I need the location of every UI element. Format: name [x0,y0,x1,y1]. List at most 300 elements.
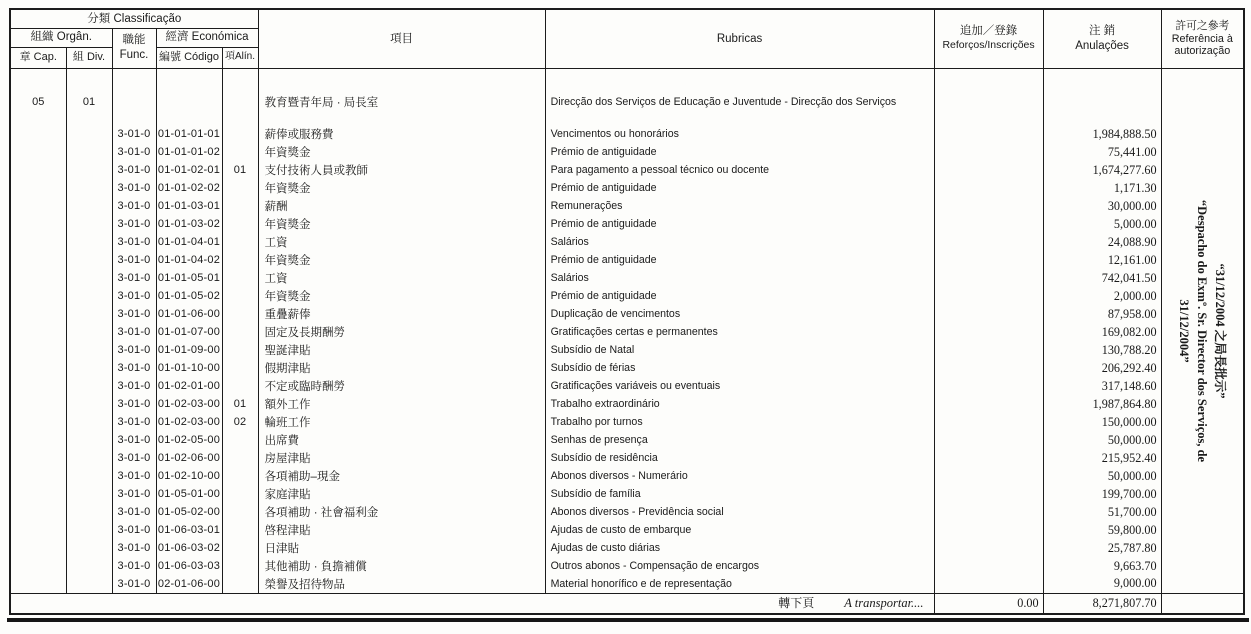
anulacoes-value: 5,000.00 [1043,215,1161,233]
table-row [10,449,1244,467]
div-cell [66,197,112,215]
header-organ: 組織 Orgân. [10,28,112,47]
cap-cell [10,215,66,233]
economic-code: 01-02-06-00 [156,449,222,467]
item-name-zh: 工資 [258,269,545,287]
rubrica-name-pt: Prémio de antiguidade [545,179,934,197]
rubrica-name-pt: Gratificações certas e permanentes [545,323,934,341]
header-anulacoes [1043,9,1161,68]
item-name-zh: 不定或臨時酬勞 [258,377,545,395]
header-referencia-pt2: autorização [1174,44,1231,57]
empty-cell [222,92,258,112]
functional-code: 3-01-0 [112,503,156,521]
rubrica-name-pt: Remunerações [545,197,934,215]
empty-cell [112,92,156,112]
alinea-code: 01 [222,161,258,179]
budget-table [9,8,1245,615]
alinea-code [222,341,258,359]
item-name-zh: 其他補助 · 負擔補償 [258,557,545,575]
table-footer [10,593,1244,614]
reforcos-value [934,395,1043,413]
div-cell [66,359,112,377]
economic-code: 01-01-09-00 [156,341,222,359]
item-name-zh: 重疊薪俸 [258,305,545,323]
table-row [10,503,1244,521]
div-cell [66,269,112,287]
item-name-zh: 年資獎金 [258,287,545,305]
table-row [10,269,1244,287]
reforcos-value [934,287,1043,305]
table-row [10,305,1244,323]
functional-code: 3-01-0 [112,467,156,485]
item-name-zh: 榮譽及招待物品 [258,575,545,593]
alinea-code [222,323,258,341]
item-name-zh: 年資獎金 [258,179,545,197]
empty-cell [1043,68,1161,92]
header-alin: 項Alín. [222,47,258,68]
anulacoes-value: 1,674,277.60 [1043,161,1161,179]
div-cell [66,233,112,251]
table-row [10,395,1244,413]
reforcos-value [934,215,1043,233]
alinea-code [222,359,258,377]
anulacoes-value: 30,000.00 [1043,197,1161,215]
header-div: 組 Div. [66,47,112,68]
alinea-code [222,539,258,557]
header-cap: 章 Cap. [10,47,66,68]
economic-code: 01-01-05-01 [156,269,222,287]
authorization-vertical-text [1175,71,1229,591]
spacer-row [10,112,1244,125]
header-reforcos [934,9,1043,68]
item-name-zh: 家庭津貼 [258,485,545,503]
table-row [10,197,1244,215]
header-referencia-pt1: Referência à [1171,32,1233,45]
rubrica-name-pt: Vencimentos ou honorários [545,125,934,143]
economic-code: 01-06-03-03 [156,557,222,575]
table-body [10,68,1244,593]
alinea-code: 01 [222,395,258,413]
authorization-line3: 31/12/2004” [1177,298,1192,363]
table-row [10,287,1244,305]
rubrica-name-pt: Subsídio de residência [545,449,934,467]
item-name-zh: 年資獎金 [258,251,545,269]
empty-cell [66,112,112,125]
alinea-code [222,197,258,215]
rubrica-name-pt: Salários [545,233,934,251]
carry-forward-pt: A transportar.... [844,596,924,611]
table-row [10,467,1244,485]
anulacoes-value: 742,041.50 [1043,269,1161,287]
empty-cell [1043,112,1161,125]
economic-code: 01-01-03-01 [156,197,222,215]
cap-cell [10,395,66,413]
cap-cell [10,575,66,593]
economic-code: 01-02-01-00 [156,377,222,395]
alinea-code [222,575,258,593]
div-cell [66,341,112,359]
cap-cell [10,377,66,395]
cap-cell [10,197,66,215]
item-name-zh: 支付技術人員或教師 [258,161,545,179]
alinea-code: 02 [222,413,258,431]
department-row [10,92,1244,112]
item-name-zh: 固定及長期酬勞 [258,323,545,341]
div-cell [66,251,112,269]
authorization-reference-cell [1161,68,1244,593]
reforcos-value [934,323,1043,341]
anulacoes-value: 25,787.80 [1043,539,1161,557]
cap-cell [10,413,66,431]
empty-cell [10,68,66,92]
alinea-code [222,143,258,161]
empty-cell [10,112,66,125]
reforcos-value [934,269,1043,287]
div-cell [66,125,112,143]
anulacoes-value: 51,700.00 [1043,503,1161,521]
div-cell [66,503,112,521]
item-name-zh: 年資獎金 [258,215,545,233]
reforcos-value [934,179,1043,197]
economic-code: 01-01-04-02 [156,251,222,269]
rubrica-name-pt: Salários [545,269,934,287]
economic-code: 01-01-02-01 [156,161,222,179]
alinea-code [222,521,258,539]
anulacoes-value: 9,663.70 [1043,557,1161,575]
reforcos-value [934,125,1043,143]
anulacoes-value: 317,148.60 [1043,377,1161,395]
empty-cell [1043,92,1161,112]
div-cell [66,395,112,413]
div-cell [66,143,112,161]
header-referencia [1161,9,1244,68]
anulacoes-value: 169,082.00 [1043,323,1161,341]
div-cell [66,431,112,449]
div-cell [66,557,112,575]
economic-code: 02-01-06-00 [156,575,222,593]
header-reforcos-zh: 追加／登錄 [959,25,1018,38]
reforcos-value [934,539,1043,557]
alinea-code [222,449,258,467]
economic-code: 01-01-01-02 [156,143,222,161]
functional-code: 3-01-0 [112,359,156,377]
empty-cell [156,68,222,92]
alinea-code [222,287,258,305]
alinea-code [222,467,258,485]
department-name-pt: Direcção dos Serviços de Educação e Juventude - Direcção dos Serviços [545,92,934,112]
functional-code: 3-01-0 [112,305,156,323]
div-cell [66,449,112,467]
alinea-code [222,431,258,449]
div-cell [66,323,112,341]
anulacoes-value: 1,984,888.50 [1043,125,1161,143]
cap-cell [10,449,66,467]
cap-cell [10,539,66,557]
rubrica-name-pt: Subsídio de família [545,485,934,503]
rubrica-name-pt: Abonos diversos - Numerário [545,467,934,485]
anulacoes-value: 150,000.00 [1043,413,1161,431]
carry-forward-label [10,593,934,614]
anulacoes-value: 9,000.00 [1043,575,1161,593]
item-name-zh: 薪俸或服務費 [258,125,545,143]
table-row [10,251,1244,269]
rubrica-name-pt: Subsídio de férias [545,359,934,377]
rubrica-name-pt: Gratificações variáveis ou eventuais [545,377,934,395]
cap-cell [10,557,66,575]
cap-cell [10,305,66,323]
functional-code: 3-01-0 [112,179,156,197]
item-name-zh: 輪班工作 [258,413,545,431]
cap-cell [10,179,66,197]
reforcos-value [934,305,1043,323]
empty-cell [112,112,156,125]
item-name-zh: 各項補助 · 社會福利金 [258,503,545,521]
table-row [10,575,1244,593]
functional-code: 3-01-0 [112,215,156,233]
economic-code: 01-01-01-01 [156,125,222,143]
functional-code: 3-01-0 [112,395,156,413]
header-func [112,28,156,68]
table-row [10,143,1244,161]
table-row [10,557,1244,575]
economic-code: 01-01-03-02 [156,215,222,233]
economic-code: 01-01-02-02 [156,179,222,197]
functional-code: 3-01-0 [112,341,156,359]
table-row [10,179,1244,197]
anulacoes-value: 215,952.40 [1043,449,1161,467]
economic-code: 01-01-07-00 [156,323,222,341]
authorization-line1: “31/12/2004 之局長批示” [1213,262,1228,399]
anulacoes-value: 75,441.00 [1043,143,1161,161]
functional-code: 3-01-0 [112,521,156,539]
empty-cell [934,112,1043,125]
div-value: 01 [66,92,112,112]
alinea-code [222,557,258,575]
header-referencia-zh: 許可之參考 [1175,20,1230,33]
economic-code: 01-01-10-00 [156,359,222,377]
table-row [10,413,1244,431]
rubrica-name-pt: Ajudas de custo diárias [545,539,934,557]
anulacoes-value: 1,987,864.80 [1043,395,1161,413]
header-reforcos-pt: Reforços/Inscrições [942,39,1035,52]
item-name-zh: 出席費 [258,431,545,449]
reforcos-value [934,557,1043,575]
anulacoes-value: 59,800.00 [1043,521,1161,539]
table-header [10,9,1244,68]
item-name-zh: 假期津貼 [258,359,545,377]
economic-code: 01-02-03-00 [156,395,222,413]
reforcos-value [934,449,1043,467]
functional-code: 3-01-0 [112,197,156,215]
rubrica-name-pt: Para pagamento a pessoal técnico ou docente [545,161,934,179]
rubrica-name-pt: Trabalho extraordinário [545,395,934,413]
economic-code: 01-02-03-00 [156,413,222,431]
empty-cell [258,112,545,125]
item-name-zh: 工資 [258,233,545,251]
anulacoes-value: 130,788.20 [1043,341,1161,359]
rubrica-name-pt: Subsídio de Natal [545,341,934,359]
anulacoes-value: 87,958.00 [1043,305,1161,323]
table-row [10,215,1244,233]
rubrica-name-pt: Senhas de presença [545,431,934,449]
functional-code: 3-01-0 [112,269,156,287]
rubrica-name-pt: Trabalho por turnos [545,413,934,431]
table-row [10,431,1244,449]
alinea-code [222,305,258,323]
header-rubricas: Rubricas [545,9,934,68]
total-reforcos-value: 0.00 [934,593,1043,614]
cap-cell [10,233,66,251]
rubrica-name-pt: Ajudas de custo de embarque [545,521,934,539]
cap-cell [10,323,66,341]
carry-forward-row [10,593,1244,614]
table-row [10,341,1244,359]
rubrica-name-pt: Duplicação de vencimentos [545,305,934,323]
cap-cell [10,161,66,179]
table-row [10,233,1244,251]
functional-code: 3-01-0 [112,287,156,305]
economic-code: 01-01-06-00 [156,305,222,323]
reforcos-value [934,485,1043,503]
empty-cell [934,92,1043,112]
table-row [10,521,1244,539]
bottom-rule [7,618,1249,622]
table-row [10,323,1244,341]
spacer-row [10,68,1244,92]
div-cell [66,539,112,557]
div-cell [66,215,112,233]
anulacoes-value: 1,171.30 [1043,179,1161,197]
alinea-code [222,485,258,503]
functional-code: 3-01-0 [112,251,156,269]
rubrica-name-pt: Prémio de antiguidade [545,143,934,161]
economic-code: 01-06-03-02 [156,539,222,557]
empty-cell [545,68,934,92]
anulacoes-value: 50,000.00 [1043,431,1161,449]
rubrica-name-pt: Prémio de antiguidade [545,251,934,269]
table-row [10,485,1244,503]
item-name-zh: 房屋津貼 [258,449,545,467]
reforcos-value [934,197,1043,215]
header-func-zh: 職能 [122,34,146,47]
item-name-zh: 日津貼 [258,539,545,557]
economic-code: 01-01-05-02 [156,287,222,305]
alinea-code [222,179,258,197]
economic-code: 01-05-02-00 [156,503,222,521]
div-cell [66,179,112,197]
div-cell [66,575,112,593]
header-codigo: 編號 Código [156,47,222,68]
total-anulacoes-value: 8,271,807.70 [1043,593,1161,614]
carry-forward-zh: 轉下頁 [778,596,815,611]
rubrica-name-pt: Material honorífico e de representação [545,575,934,593]
alinea-code [222,503,258,521]
economic-code: 01-02-05-00 [156,431,222,449]
table-row [10,161,1244,179]
alinea-code [222,377,258,395]
reforcos-value [934,575,1043,593]
item-name-zh: 年資獎金 [258,143,545,161]
reforcos-value [934,413,1043,431]
div-cell [66,485,112,503]
anulacoes-value: 24,088.90 [1043,233,1161,251]
rubrica-name-pt: Outros abonos - Compensação de encargos [545,557,934,575]
functional-code: 3-01-0 [112,377,156,395]
item-name-zh: 聖誕津貼 [258,341,545,359]
empty-cell [112,68,156,92]
reforcos-value [934,251,1043,269]
empty-cell [156,92,222,112]
economic-code: 01-06-03-01 [156,521,222,539]
cap-cell [10,431,66,449]
anulacoes-value: 12,161.00 [1043,251,1161,269]
empty-cell [1161,593,1244,614]
anulacoes-value: 199,700.00 [1043,485,1161,503]
header-func-pt: Func. [119,49,149,61]
rubrica-name-pt: Prémio de antiguidade [545,215,934,233]
reforcos-value [934,359,1043,377]
header-anulacoes-pt: Anulações [1075,39,1129,52]
header-economica: 經濟 Económica [156,28,258,47]
reforcos-value [934,161,1043,179]
empty-cell [222,112,258,125]
reforcos-value [934,467,1043,485]
item-name-zh: 各項補助–現金 [258,467,545,485]
cap-cell [10,521,66,539]
header-classificacao: 分類 Classificação [10,9,258,28]
header-item: 項目 [258,9,545,68]
cap-cell [10,467,66,485]
empty-cell [545,112,934,125]
table-row [10,125,1244,143]
reforcos-value [934,503,1043,521]
department-name-zh: 教育暨青年局 · 局長室 [258,92,545,112]
functional-code: 3-01-0 [112,575,156,593]
div-cell [66,377,112,395]
functional-code: 3-01-0 [112,143,156,161]
functional-code: 3-01-0 [112,557,156,575]
cap-cell [10,503,66,521]
functional-code: 3-01-0 [112,233,156,251]
reforcos-value [934,431,1043,449]
div-cell [66,521,112,539]
item-name-zh: 啓程津貼 [258,521,545,539]
cap-cell [10,287,66,305]
table-row [10,539,1244,557]
alinea-code [222,125,258,143]
economic-code: 01-01-04-01 [156,233,222,251]
cap-cell [10,485,66,503]
functional-code: 3-01-0 [112,413,156,431]
item-name-zh: 薪酬 [258,197,545,215]
functional-code: 3-01-0 [112,431,156,449]
div-cell [66,305,112,323]
economic-code: 01-02-10-00 [156,467,222,485]
empty-cell [66,68,112,92]
functional-code: 3-01-0 [112,125,156,143]
alinea-code [222,233,258,251]
authorization-line2: “Despacho do Exmº. Sr. Director dos Serviços, de [1195,199,1210,462]
alinea-code [222,269,258,287]
alinea-code [222,251,258,269]
functional-code: 3-01-0 [112,161,156,179]
reforcos-value [934,521,1043,539]
functional-code: 3-01-0 [112,539,156,557]
div-cell [66,161,112,179]
header-anulacoes-zh: 注 銷 [1088,24,1116,37]
alinea-code [222,215,258,233]
cap-cell [10,359,66,377]
